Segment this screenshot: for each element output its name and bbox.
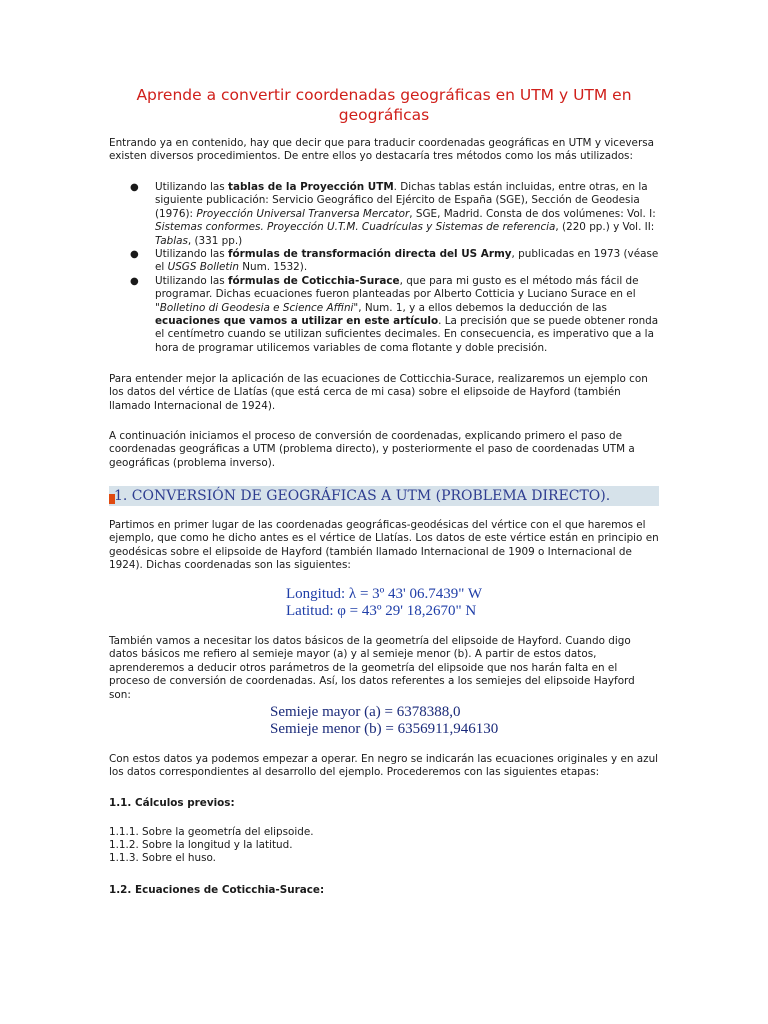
subheading-1-1: 1.1. Cálculos previos: (109, 797, 235, 809)
text-span: , Num. 1, y a ellos debemos la deducción de las (358, 301, 607, 314)
text-span: , SGE, Madrid. Consta de dos volúmenes: Vol. I: (409, 207, 656, 220)
formula-latitude: Latitud: φ = 43º 29' 18,2670" N (286, 603, 477, 619)
list-item: 1.1.3. Sobre el huso. (109, 852, 216, 864)
process-paragraph: A continuación iniciamos el proceso de conversión de coordenadas, explicando primero el paso de coordenadas geográficas a UTM (problema directo), y posteriormente el paso de coordenadas UTM a geográficas (problema inverso). (109, 430, 635, 469)
italic-text: Tablas (155, 234, 188, 247)
bold-text: ecuaciones que vamos a utilizar en este artículo (155, 315, 439, 328)
formula-longitude: Longitud: λ = 3º 43' 06.7439" W (286, 586, 483, 602)
subheading-1-2: 1.2. Ecuaciones de Coticchia-Surace: (109, 884, 325, 896)
intro-paragraph: Entrando ya en contenido, hay que decir que para traducir coordenadas geográficas en UTM y viceversa existen diversos procedimientos. De entre ellos yo destacaría tres métodos como los más utilizados: (109, 137, 655, 163)
list-item: 1.1.2. Sobre la longitud y la latitud. (109, 839, 293, 851)
text-span: , (331 pp.) (187, 234, 243, 247)
text-span: . La precisión que se puede obtener ronda el centímetro cuando se utilizan suficientes decimales. En consecuencia, es imperativo que a la hora de programar utilicemos variables de coma flotante y doble precisión. (155, 315, 659, 354)
text-span: Utilizando las (155, 248, 228, 261)
formula-semi-minor: Semieje menor (b) = 6356911,946130 (270, 721, 499, 737)
formula-semi-major: Semieje mayor (a) = 6378388,0 (270, 704, 461, 720)
coordinates-paragraph: Partimos en primer lugar de las coordenadas geográficas-geodésicas del vértice con el que haremos el ejemplo, que como he dicho antes es el vértice de Llatías. Los datos de este vértice están en principio en geodésicas sobre el elipsoide de Hayford (también llamado Internacional de 1909 o Internacional de 1924). Dichas coordenadas son las siguientes: (109, 519, 659, 572)
italic-text: "Bolletino di Geodesia e Science Affini" (155, 301, 359, 314)
text-span: Utilizando las (155, 274, 228, 287)
text-span: , publicadas en 1973 (véase el (155, 248, 659, 274)
bold-text: fórmulas de transformación directa del US Army (227, 248, 512, 261)
bullet-icon: ● (130, 275, 139, 287)
italic-text: Sistemas conformes. Proyección U.T.M. Cuadrículas y Sistemas de referencia (155, 221, 556, 234)
italic-text: Proyección Universal Tranversa Mercator (196, 207, 410, 220)
list-item: 1.1.1. Sobre la geometría del elipsoide. (109, 826, 314, 838)
text-span: . Dichas tablas están incluidas, entre otras, en la siguiente publicación: Servicio Geográfico del Ejército de España (SGE), Sección de Geodesia (1976): (155, 181, 648, 220)
example-paragraph: Para entender mejor la aplicación de las ecuaciones de Cotticchia-Surace, realizaremos un ejemplo con los datos del vértice de Llatías (que está cerca de mi casa) sobre el elipsoide de Hayford (también llamado Internacional de 1924). (109, 373, 648, 412)
bullet-icon: ● (130, 249, 139, 261)
list-item (109, 275, 659, 355)
text-span: Num. 1532). (238, 261, 308, 274)
methods-list (109, 181, 659, 355)
bold-text: fórmulas de Coticchia-Surace (227, 274, 400, 287)
list-item (109, 181, 659, 248)
list-item (109, 248, 659, 275)
stages-paragraph: Con estos datos ya podemos empezar a operar. En negro se indicarán las ecuaciones originales y en azul los datos correspondientes al desarrollo del ejemplo. Procederemos con las siguientes etapas: (109, 753, 659, 779)
italic-text: USGS Bolletin (167, 261, 239, 274)
page-title: Aprende a convertir coordenadas geográficas en UTM y UTM en geográficas (136, 86, 632, 124)
ellipsoid-paragraph: También vamos a necesitar los datos básicos de la geometría del elipsoide de Hayford. Cuando digo datos básicos me refiero al semieje mayor (a) y al semieje menor (b). A partir de estos datos, aprenderemos a deducir otros parámetros de la geometría del elipsoide que nos harán falta en el proceso de conversión de coordenadas. Así, los datos referentes a los semiejes del elipsoide Hayford son: (109, 635, 635, 701)
bold-text: tablas de la Proyección UTM (227, 181, 394, 193)
section-heading: 1. CONVERSIÓN DE GEOGRÁFICAS A UTM (PROBLEMA DIRECTO). (114, 488, 611, 504)
bullet-icon: ● (130, 182, 139, 193)
text-span: Utilizando las (155, 181, 228, 193)
text-span: , (220 pp.) y Vol. II: (555, 221, 655, 234)
text-span: , que para mi gusto es el método más fácil de programar. Dichas ecuaciones fueron planteadas por Alberto Cotticia y Luciano Surace en el (155, 274, 639, 301)
